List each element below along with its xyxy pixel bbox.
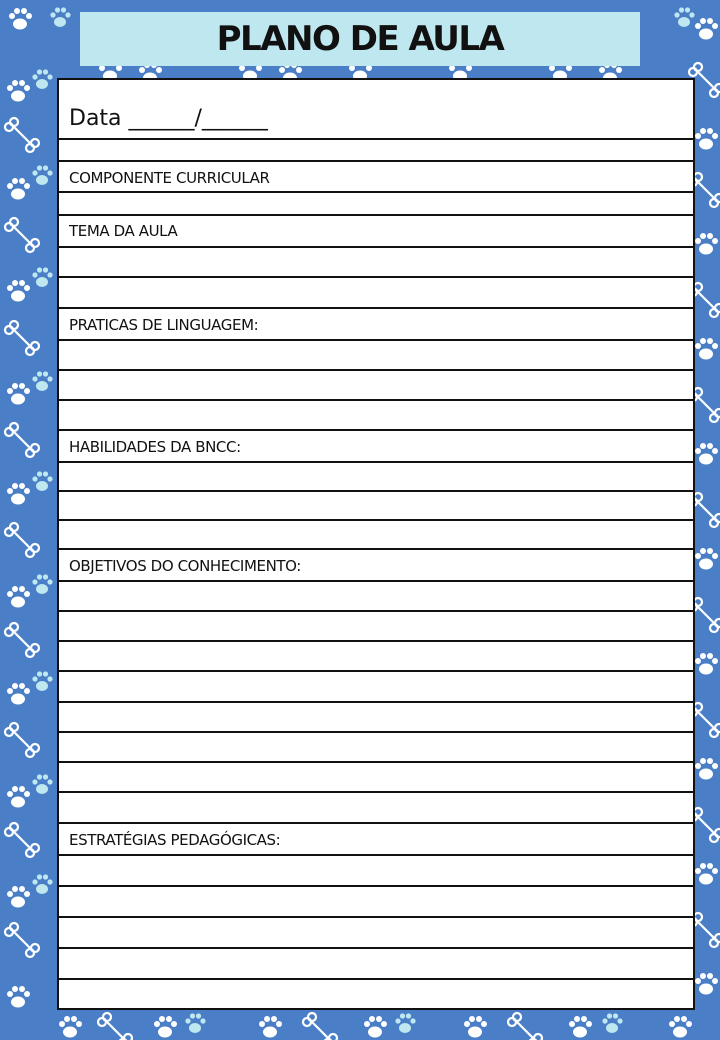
answer-line[interactable] xyxy=(59,490,693,492)
paw-print-icon xyxy=(7,683,30,705)
paw-print-icon xyxy=(695,653,718,675)
paw-print-icon xyxy=(50,7,70,27)
date-label: Data ______/______ xyxy=(69,106,268,131)
answer-line[interactable] xyxy=(59,640,693,642)
paw-print-icon xyxy=(32,671,52,691)
paw-print-icon xyxy=(674,7,694,27)
answer-line[interactable] xyxy=(59,761,693,763)
rule-line xyxy=(59,160,693,162)
paw-print-icon xyxy=(7,80,30,102)
paw-print-icon xyxy=(395,1013,415,1033)
paw-print-icon xyxy=(32,267,52,287)
section-praticas-de-linguagem: PRATICAS DE LINGUAGEM: xyxy=(69,316,259,334)
paw-print-icon xyxy=(602,1013,622,1033)
paw-print-icon xyxy=(59,1016,82,1038)
bone-icon xyxy=(5,423,39,457)
paw-print-icon xyxy=(695,128,718,150)
paw-print-icon xyxy=(695,443,718,465)
paw-print-icon xyxy=(32,574,52,594)
paw-print-icon xyxy=(695,548,718,570)
rule-line xyxy=(59,429,693,431)
title-banner xyxy=(80,12,640,66)
answer-line[interactable] xyxy=(59,670,693,672)
section-componente-curricular: COMPONENTE CURRICULAR xyxy=(69,169,270,187)
bone-icon xyxy=(5,923,39,957)
paw-print-icon xyxy=(7,178,30,200)
answer-line[interactable] xyxy=(59,885,693,887)
paw-print-icon xyxy=(32,165,52,185)
paw-print-icon xyxy=(464,1016,487,1038)
answer-line[interactable] xyxy=(59,276,693,278)
bone-icon xyxy=(98,1013,132,1040)
paw-print-icon xyxy=(364,1016,387,1038)
paw-print-icon xyxy=(32,69,52,89)
section-estrategias-pedagogicas: ESTRATÉGIAS PEDAGÓGICAS: xyxy=(69,831,281,849)
answer-line[interactable] xyxy=(59,731,693,733)
paw-print-icon xyxy=(669,1016,692,1038)
lesson-plan-form xyxy=(57,78,695,1010)
answer-line[interactable] xyxy=(59,519,693,521)
rule-line xyxy=(59,191,693,193)
answer-line[interactable] xyxy=(59,580,693,582)
rule-line xyxy=(59,138,693,140)
answer-line[interactable] xyxy=(59,369,693,371)
bone-icon xyxy=(303,1013,337,1040)
section-tema-da-aula: TEMA DA AULA xyxy=(69,222,178,240)
paw-print-icon xyxy=(569,1016,592,1038)
paw-print-icon xyxy=(7,586,30,608)
rule-line xyxy=(59,822,693,824)
paw-print-icon xyxy=(32,874,52,894)
paw-print-icon xyxy=(32,471,52,491)
paw-print-icon xyxy=(695,758,718,780)
rule-line xyxy=(59,307,693,309)
paw-print-icon xyxy=(695,338,718,360)
answer-line[interactable] xyxy=(59,916,693,918)
answer-line[interactable] xyxy=(59,701,693,703)
bone-icon xyxy=(5,623,39,657)
paw-print-icon xyxy=(185,1013,205,1033)
answer-line[interactable] xyxy=(59,339,693,341)
paw-print-icon xyxy=(32,774,52,794)
paw-print-icon xyxy=(695,233,718,255)
page-title: PLANO DE AULA xyxy=(216,19,504,59)
answer-line[interactable] xyxy=(59,246,693,248)
paw-print-icon xyxy=(7,280,30,302)
bone-icon xyxy=(5,523,39,557)
bone-icon xyxy=(5,321,39,355)
answer-line[interactable] xyxy=(59,610,693,612)
bone-icon xyxy=(5,823,39,857)
answer-line[interactable] xyxy=(59,461,693,463)
answer-line[interactable] xyxy=(59,978,693,980)
paw-print-icon xyxy=(259,1016,282,1038)
paw-print-icon xyxy=(7,786,30,808)
section-habilidades-bncc: HABILIDADES DA BNCC: xyxy=(69,438,241,456)
paw-print-icon xyxy=(7,886,30,908)
rule-line xyxy=(59,548,693,550)
paw-print-icon xyxy=(9,8,32,30)
bone-icon xyxy=(5,218,39,252)
paw-print-icon xyxy=(154,1016,177,1038)
paw-print-icon xyxy=(32,371,52,391)
answer-line[interactable] xyxy=(59,854,693,856)
paw-print-icon xyxy=(7,383,30,405)
paw-print-icon xyxy=(7,986,30,1008)
paw-print-icon xyxy=(7,483,30,505)
bone-icon xyxy=(5,118,39,152)
bone-icon xyxy=(508,1013,542,1040)
paw-print-icon xyxy=(695,18,718,40)
answer-line[interactable] xyxy=(59,791,693,793)
answer-line[interactable] xyxy=(59,399,693,401)
answer-line[interactable] xyxy=(59,947,693,949)
bone-icon xyxy=(5,723,39,757)
paw-print-icon xyxy=(695,863,718,885)
paw-print-icon xyxy=(695,973,718,995)
section-objetivos-conhecimento: OBJETIVOS DO CONHECIMENTO: xyxy=(69,557,301,575)
rule-line xyxy=(59,214,693,216)
